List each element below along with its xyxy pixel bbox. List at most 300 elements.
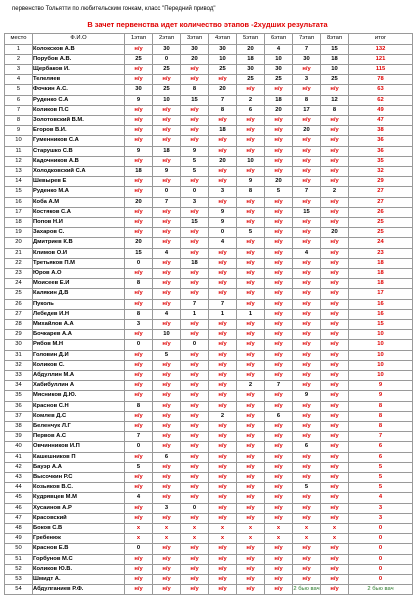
- stage-8-cell: н/у: [321, 156, 349, 166]
- total-cell: 25: [349, 217, 413, 227]
- total-cell: 23: [349, 248, 413, 258]
- stage-1-cell: х: [125, 524, 153, 534]
- table-body: [5, 44, 413, 595]
- stage-6-cell: н/у: [265, 258, 293, 268]
- place-cell: 26: [5, 299, 33, 309]
- stage-6-cell: н/у: [265, 493, 293, 503]
- stage-6-cell: х: [265, 534, 293, 544]
- stage-3-cell: н/у: [181, 289, 209, 299]
- stage-2-cell: 4: [153, 248, 181, 258]
- stage-5-cell: н/у: [237, 299, 265, 309]
- total-cell: 121: [349, 54, 413, 64]
- stage-5-cell: 9: [237, 177, 265, 187]
- racer-name-cell: Егоров В.И.: [33, 126, 125, 136]
- stage-6-cell: н/у: [265, 371, 293, 381]
- stage-1-cell: н/у: [125, 360, 153, 370]
- total-cell: 17: [349, 289, 413, 299]
- column-header-stage-5: 5этап: [237, 34, 265, 45]
- stage-4-cell: н/у: [209, 554, 237, 564]
- stage-6-cell: н/у: [265, 289, 293, 299]
- table-row: [5, 524, 413, 534]
- stage-7-cell: х: [293, 534, 321, 544]
- stage-5-cell: н/у: [237, 126, 265, 136]
- table-row: [5, 493, 413, 503]
- racer-name-cell: Руденко С.А: [33, 95, 125, 105]
- stage-2-cell: н/у: [153, 289, 181, 299]
- stage-4-cell: 20: [209, 156, 237, 166]
- racer-name-cell: Руденко М.А: [33, 187, 125, 197]
- place-cell: 14: [5, 177, 33, 187]
- racer-name-cell: Гуменников С.А: [33, 136, 125, 146]
- place-cell: 9: [5, 126, 33, 136]
- racer-name-cell: Михайлов А.А: [33, 319, 125, 329]
- stage-3-cell: х: [181, 524, 209, 534]
- table-row: [5, 554, 413, 564]
- stage-3-cell: 1: [181, 309, 209, 319]
- stage-4-cell: н/у: [209, 248, 237, 258]
- stage-3-cell: н/у: [181, 248, 209, 258]
- total-cell: 8: [349, 411, 413, 421]
- place-cell: 23: [5, 268, 33, 278]
- stage-8-cell: н/у: [321, 564, 349, 574]
- place-cell: 33: [5, 371, 33, 381]
- racer-name-cell: Пуколь: [33, 299, 125, 309]
- stage-1-cell: н/у: [125, 64, 153, 74]
- total-cell: 32: [349, 166, 413, 176]
- stage-8-cell: н/у: [321, 503, 349, 513]
- stage-8-cell: н/у: [321, 442, 349, 452]
- stage-1-cell: н/у: [125, 503, 153, 513]
- standings-table: [4, 33, 413, 595]
- stage-3-cell: 3: [181, 197, 209, 207]
- column-header-stage-2: 2этап: [153, 34, 181, 45]
- column-header-stage-8: 8этап: [321, 34, 349, 45]
- column-header-stage-7: 7этап: [293, 34, 321, 45]
- table-row: [5, 452, 413, 462]
- stage-3-cell: 5: [181, 166, 209, 176]
- stage-1-cell: н/у: [125, 585, 153, 595]
- stage-3-cell: н/у: [181, 360, 209, 370]
- stage-8-cell: н/у: [321, 544, 349, 554]
- place-cell: 42: [5, 462, 33, 472]
- stage-5-cell: н/у: [237, 564, 265, 574]
- stage-2-cell: н/у: [153, 105, 181, 115]
- stage-6-cell: 25: [265, 75, 293, 85]
- table-row: [5, 105, 413, 115]
- stage-2-cell: н/у: [153, 75, 181, 85]
- total-cell: 63: [349, 85, 413, 95]
- total-cell: 49: [349, 105, 413, 115]
- stage-4-cell: н/у: [209, 279, 237, 289]
- stage-7-cell: н/у: [293, 166, 321, 176]
- table-row: [5, 166, 413, 176]
- total-cell: 0: [349, 575, 413, 585]
- stage-6-cell: н/у: [265, 564, 293, 574]
- racer-name-cell: Телеляев: [33, 75, 125, 85]
- stage-7-cell: н/у: [293, 146, 321, 156]
- stage-5-cell: 6: [237, 105, 265, 115]
- place-cell: 41: [5, 452, 33, 462]
- stage-6-cell: 30: [265, 64, 293, 74]
- stage-7-cell: 7: [293, 44, 321, 54]
- column-header-stage-1: 1этап: [125, 34, 153, 45]
- total-cell: 10: [349, 360, 413, 370]
- stage-2-cell: 10: [153, 95, 181, 105]
- place-cell: 19: [5, 228, 33, 238]
- stage-2-cell: н/у: [153, 381, 181, 391]
- stage-4-cell: н/у: [209, 503, 237, 513]
- stage-5-cell: н/у: [237, 115, 265, 125]
- table-row: [5, 85, 413, 95]
- stage-6-cell: н/у: [265, 228, 293, 238]
- table-row: [5, 432, 413, 442]
- racer-name-cell: Первов А.С: [33, 432, 125, 442]
- table-row: [5, 340, 413, 350]
- stage-8-cell: н/у: [321, 309, 349, 319]
- place-cell: 34: [5, 381, 33, 391]
- stage-2-cell: 30: [153, 44, 181, 54]
- stage-1-cell: 3: [125, 319, 153, 329]
- stage-5-cell: н/у: [237, 360, 265, 370]
- stage-3-cell: 0: [181, 503, 209, 513]
- stage-5-cell: н/у: [237, 371, 265, 381]
- stage-5-cell: н/у: [237, 391, 265, 401]
- stage-2-cell: 18: [153, 146, 181, 156]
- stage-1-cell: н/у: [125, 391, 153, 401]
- stage-5-cell: н/у: [237, 258, 265, 268]
- stage-4-cell: н/у: [209, 544, 237, 554]
- place-cell: 50: [5, 544, 33, 554]
- stage-7-cell: н/у: [293, 462, 321, 472]
- racer-name-cell: Горбунов М.С: [33, 554, 125, 564]
- stage-6-cell: 5: [265, 187, 293, 197]
- stage-8-cell: 10: [321, 64, 349, 74]
- stage-6-cell: н/у: [265, 126, 293, 136]
- stage-4-cell: н/у: [209, 462, 237, 472]
- stage-5-cell: н/у: [237, 279, 265, 289]
- stage-2-cell: н/у: [153, 217, 181, 227]
- stage-6-cell: 20: [265, 177, 293, 187]
- stage-7-cell: н/у: [293, 422, 321, 432]
- stage-7-cell: 5: [293, 483, 321, 493]
- stage-6-cell: н/у: [265, 473, 293, 483]
- place-cell: 22: [5, 258, 33, 268]
- stage-4-cell: 7: [209, 95, 237, 105]
- stage-5-cell: 30: [237, 64, 265, 74]
- stage-4-cell: н/у: [209, 585, 237, 595]
- table-row: [5, 411, 413, 421]
- stage-1-cell: н/у: [125, 126, 153, 136]
- stage-7-cell: н/у: [293, 411, 321, 421]
- racer-name-cell: Коликов С.: [33, 360, 125, 370]
- total-cell: 10: [349, 350, 413, 360]
- stage-4-cell: н/у: [209, 452, 237, 462]
- stage-2-cell: н/у: [153, 585, 181, 595]
- stage-7-cell: н/у: [293, 350, 321, 360]
- racer-name-cell: Золотовский В.М.: [33, 115, 125, 125]
- stage-2-cell: н/у: [153, 299, 181, 309]
- table-row: [5, 95, 413, 105]
- total-cell: 10: [349, 371, 413, 381]
- racer-name-cell: Бауэр А.А: [33, 462, 125, 472]
- total-cell: 38: [349, 126, 413, 136]
- stage-3-cell: н/у: [181, 371, 209, 381]
- stage-1-cell: 0: [125, 340, 153, 350]
- stage-8-cell: н/у: [321, 126, 349, 136]
- stage-8-cell: н/у: [321, 115, 349, 125]
- stage-1-cell: н/у: [125, 268, 153, 278]
- table-row: [5, 534, 413, 544]
- stage-3-cell: 30: [181, 44, 209, 54]
- table-row: [5, 258, 413, 268]
- stage-4-cell: н/у: [209, 483, 237, 493]
- table-row: [5, 442, 413, 452]
- racer-name-cell: Попов Н.И: [33, 217, 125, 227]
- stage-5-cell: н/у: [237, 452, 265, 462]
- document-title: В зачет первенства идет количество этапов -2худших результата: [87, 20, 328, 29]
- stage-8-cell: н/у: [321, 360, 349, 370]
- total-cell: 27: [349, 197, 413, 207]
- stage-5-cell: 2: [237, 381, 265, 391]
- stage-1-cell: 0: [125, 544, 153, 554]
- stage-1-cell: 15: [125, 248, 153, 258]
- stage-3-cell: н/у: [181, 432, 209, 442]
- table-row: [5, 126, 413, 136]
- stage-5-cell: н/у: [237, 268, 265, 278]
- stage-8-cell: н/у: [321, 473, 349, 483]
- stage-8-cell: 25: [321, 75, 349, 85]
- stage-8-cell: н/у: [321, 391, 349, 401]
- place-cell: 48: [5, 524, 33, 534]
- stage-4-cell: н/у: [209, 564, 237, 574]
- stage-8-cell: н/у: [321, 381, 349, 391]
- stage-4-cell: 1: [209, 309, 237, 319]
- stage-4-cell: н/у: [209, 146, 237, 156]
- stage-5-cell: н/у: [237, 166, 265, 176]
- place-cell: 24: [5, 279, 33, 289]
- table-row: [5, 564, 413, 574]
- place-cell: 25: [5, 289, 33, 299]
- stage-6-cell: н/у: [265, 391, 293, 401]
- stage-6-cell: н/у: [265, 432, 293, 442]
- stage-7-cell: н/у: [293, 493, 321, 503]
- stage-2-cell: н/у: [153, 136, 181, 146]
- stage-6-cell: н/у: [265, 309, 293, 319]
- stage-3-cell: н/у: [181, 391, 209, 401]
- stage-2-cell: н/у: [153, 473, 181, 483]
- place-cell: 21: [5, 248, 33, 258]
- place-cell: 27: [5, 309, 33, 319]
- total-cell: 0: [349, 524, 413, 534]
- stage-5-cell: н/у: [237, 585, 265, 595]
- stage-6-cell: н/у: [265, 483, 293, 493]
- stage-8-cell: н/у: [321, 340, 349, 350]
- stage-4-cell: н/у: [209, 166, 237, 176]
- table-row: [5, 483, 413, 493]
- stage-6-cell: н/у: [265, 401, 293, 411]
- stage-7-cell: 2 бью вач: [293, 585, 321, 595]
- stage-3-cell: н/у: [181, 585, 209, 595]
- stage-1-cell: н/у: [125, 105, 153, 115]
- stage-4-cell: н/у: [209, 371, 237, 381]
- stage-4-cell: 3: [209, 187, 237, 197]
- stage-3-cell: н/у: [181, 554, 209, 564]
- stage-7-cell: 17: [293, 105, 321, 115]
- racer-name-cell: Кашешников П: [33, 452, 125, 462]
- stage-3-cell: н/у: [181, 473, 209, 483]
- stage-5-cell: х: [237, 524, 265, 534]
- racer-name-cell: Абдулганиев Р.Ф.: [33, 585, 125, 595]
- stage-3-cell: н/у: [181, 452, 209, 462]
- stage-8-cell: н/у: [321, 279, 349, 289]
- stage-7-cell: 15: [293, 207, 321, 217]
- stage-5-cell: н/у: [237, 462, 265, 472]
- table-row: [5, 462, 413, 472]
- racer-name-cell: Высочкин Р.С: [33, 473, 125, 483]
- stage-3-cell: н/у: [181, 330, 209, 340]
- stage-3-cell: н/у: [181, 319, 209, 329]
- racer-name-cell: Мясников Д.Ю.: [33, 391, 125, 401]
- stage-2-cell: н/у: [153, 432, 181, 442]
- total-cell: 6: [349, 442, 413, 452]
- racer-name-cell: Лебедев И.Н: [33, 309, 125, 319]
- racer-name-cell: Головин Д.И: [33, 350, 125, 360]
- total-cell: 5: [349, 462, 413, 472]
- stage-1-cell: н/у: [125, 452, 153, 462]
- total-cell: 15: [349, 319, 413, 329]
- stage-6-cell: н/у: [265, 442, 293, 452]
- stage-6-cell: н/у: [265, 136, 293, 146]
- stage-6-cell: н/у: [265, 462, 293, 472]
- stage-6-cell: н/у: [265, 513, 293, 523]
- stage-5-cell: н/у: [237, 136, 265, 146]
- racer-name-cell: Шмидт А.: [33, 575, 125, 585]
- racer-name-cell: Холодковский С.А: [33, 166, 125, 176]
- stage-8-cell: н/у: [321, 432, 349, 442]
- place-cell: 16: [5, 197, 33, 207]
- table-row: [5, 360, 413, 370]
- stage-4-cell: н/у: [209, 493, 237, 503]
- stage-1-cell: н/у: [125, 115, 153, 125]
- total-cell: 8: [349, 422, 413, 432]
- racer-name-cell: Кудрявцев М.М: [33, 493, 125, 503]
- stage-6-cell: н/у: [265, 319, 293, 329]
- stage-8-cell: н/у: [321, 268, 349, 278]
- stage-2-cell: 25: [153, 85, 181, 95]
- place-cell: 10: [5, 136, 33, 146]
- stage-1-cell: н/у: [125, 228, 153, 238]
- stage-6-cell: 20: [265, 105, 293, 115]
- stage-7-cell: 7: [293, 187, 321, 197]
- table-row: [5, 187, 413, 197]
- racer-name-cell: Коба А.М: [33, 197, 125, 207]
- stage-7-cell: н/у: [293, 319, 321, 329]
- stage-3-cell: н/у: [181, 75, 209, 85]
- total-cell: 25: [349, 228, 413, 238]
- stage-3-cell: н/у: [181, 411, 209, 421]
- table-row: [5, 146, 413, 156]
- stage-5-cell: 18: [237, 54, 265, 64]
- document-caption: первенство Тольятти по любительским гонкам, класс "Передний привод": [12, 6, 216, 12]
- table-row: [5, 371, 413, 381]
- stage-7-cell: н/у: [293, 85, 321, 95]
- stage-8-cell: н/у: [321, 452, 349, 462]
- racer-name-cell: Гребенюк: [33, 534, 125, 544]
- stage-5-cell: н/у: [237, 217, 265, 227]
- stage-2-cell: н/у: [153, 126, 181, 136]
- place-cell: 11: [5, 146, 33, 156]
- table-row: [5, 64, 413, 74]
- total-cell: 36: [349, 136, 413, 146]
- stage-8-cell: н/у: [321, 462, 349, 472]
- racer-name-cell: Хусаинов А.Р: [33, 503, 125, 513]
- place-cell: 38: [5, 422, 33, 432]
- racer-name-cell: Беленчук Л.Г: [33, 422, 125, 432]
- stage-6-cell: н/у: [265, 166, 293, 176]
- stage-3-cell: н/у: [181, 268, 209, 278]
- stage-4-cell: н/у: [209, 381, 237, 391]
- table-row: [5, 319, 413, 329]
- stage-4-cell: 9: [209, 207, 237, 217]
- stage-7-cell: н/у: [293, 401, 321, 411]
- stage-3-cell: 18: [181, 258, 209, 268]
- stage-2-cell: 10: [153, 330, 181, 340]
- stage-6-cell: 10: [265, 54, 293, 64]
- stage-6-cell: н/у: [265, 146, 293, 156]
- stage-3-cell: н/у: [181, 462, 209, 472]
- stage-6-cell: н/у: [265, 299, 293, 309]
- racer-name-cell: Бочкарев А.А: [33, 330, 125, 340]
- stage-2-cell: н/у: [153, 575, 181, 585]
- table-row: [5, 503, 413, 513]
- stage-8-cell: н/у: [321, 585, 349, 595]
- stage-1-cell: 9: [125, 146, 153, 156]
- total-cell: 0: [349, 564, 413, 574]
- stage-1-cell: н/у: [125, 217, 153, 227]
- stage-5-cell: н/у: [237, 238, 265, 248]
- total-cell: 36: [349, 146, 413, 156]
- stage-1-cell: н/у: [125, 350, 153, 360]
- stage-1-cell: 8: [125, 279, 153, 289]
- stage-2-cell: н/у: [153, 483, 181, 493]
- total-cell: 7: [349, 432, 413, 442]
- stage-2-cell: н/у: [153, 371, 181, 381]
- stage-7-cell: н/у: [293, 289, 321, 299]
- stage-7-cell: 6: [293, 442, 321, 452]
- stage-3-cell: н/у: [181, 238, 209, 248]
- stage-3-cell: 15: [181, 217, 209, 227]
- stage-1-cell: н/у: [125, 299, 153, 309]
- stage-1-cell: н/у: [125, 330, 153, 340]
- stage-7-cell: н/у: [293, 136, 321, 146]
- table-row: [5, 513, 413, 523]
- stage-2-cell: н/у: [153, 115, 181, 125]
- stage-8-cell: х: [321, 534, 349, 544]
- stage-7-cell: 30: [293, 54, 321, 64]
- stage-6-cell: н/у: [265, 238, 293, 248]
- racer-name-cell: Калякин Д.В: [33, 289, 125, 299]
- stage-2-cell: н/у: [153, 156, 181, 166]
- stage-3-cell: н/у: [181, 513, 209, 523]
- table-row: [5, 289, 413, 299]
- stage-1-cell: н/у: [125, 177, 153, 187]
- place-cell: 17: [5, 207, 33, 217]
- stage-4-cell: н/у: [209, 360, 237, 370]
- table-row: [5, 309, 413, 319]
- place-cell: 13: [5, 166, 33, 176]
- stage-4-cell: н/у: [209, 258, 237, 268]
- table-row: [5, 136, 413, 146]
